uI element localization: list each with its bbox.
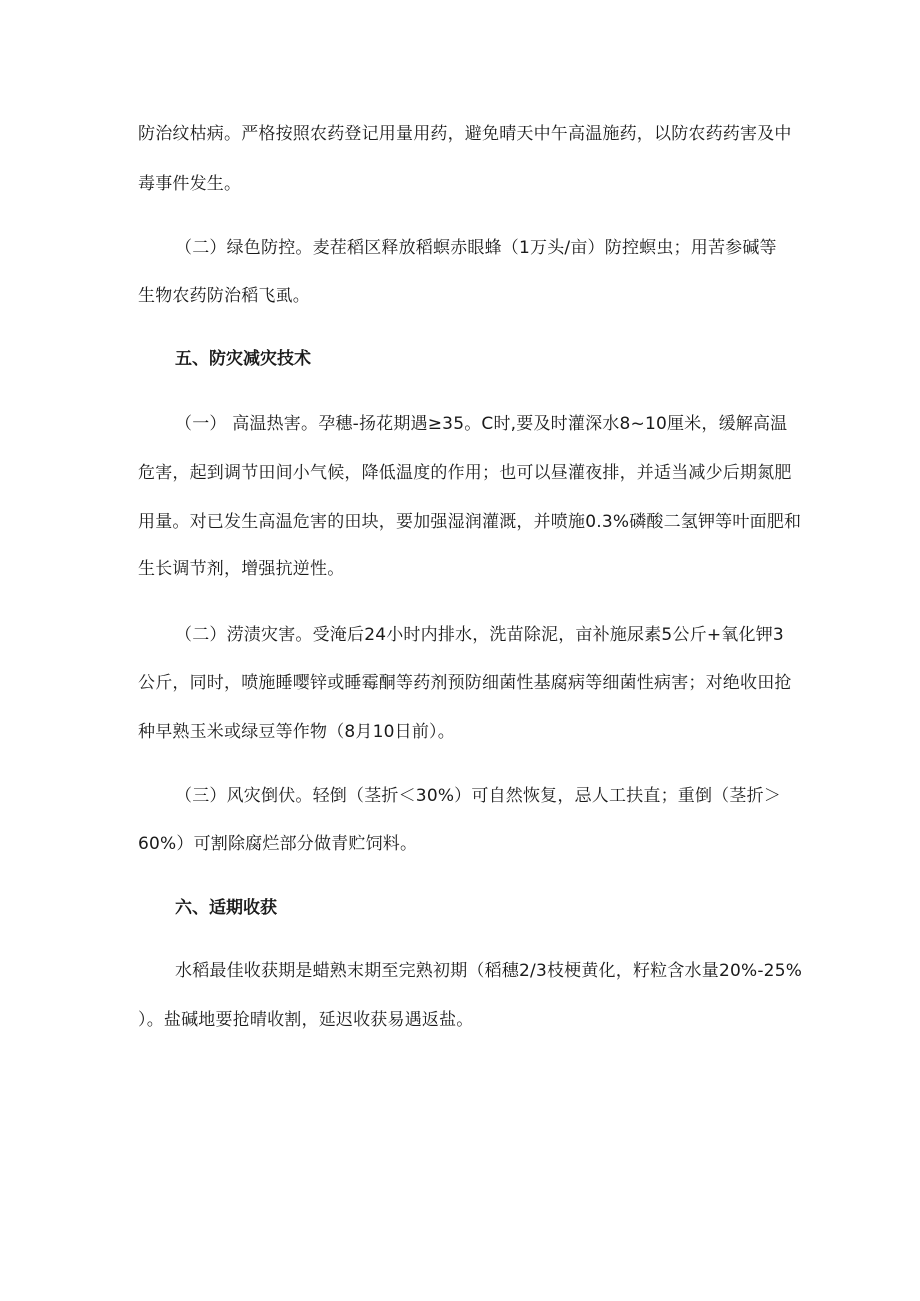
paragraph-green-control-line-2: 生物农药防治稻飞虱。: [138, 286, 310, 306]
paragraph-harvest-line-1: 水稻最佳收获期是蜡熟末期至完熟初期（稻穗2/3枝梗黄化，籽粒含水量20%-25%: [175, 961, 803, 981]
section-heading-disaster-prevention: 五、防灾减灾技术: [175, 349, 311, 369]
paragraph-green-control-line-1: （二）绿色防控。麦茬稻区释放稻螟赤眼蜂（1万头/亩）防控螟虫；用苦参碱等: [175, 238, 777, 258]
section-heading-harvest: 六、适期收获: [175, 898, 277, 918]
paragraph-flood-line-1: （二）涝渍灾害。受淹后24小时内排水，洗苗除泥，亩补施尿素5公斤+氧化钾3: [175, 625, 784, 645]
paragraph-heat-line-3: 用量。对已发生高温危害的田块，要加强湿润灌溉，并喷施0.3%磷酸二氢钾等叶面肥和: [138, 512, 802, 532]
paragraph-pesticide-line-1: 防治纹枯病。严格按照农药登记用量用药，避免晴天中午高温施药，以防农药药害及中: [138, 124, 792, 144]
paragraph-harvest-line-2: ）。盐碱地要抢晴收割，延迟收获易遇返盐。: [138, 1010, 474, 1030]
paragraph-wind-line-2: 60%）可割除腐烂部分做青贮饲料。: [138, 834, 418, 854]
paragraph-flood-line-3: 种早熟玉米或绿豆等作物（8月10日前）。: [138, 722, 455, 742]
paragraph-flood-line-2: 公斤，同时，喷施睡嘤锌或睡霉酮等药剂预防细菌性基腐病等细菌性病害；对绝收田抢: [138, 673, 792, 693]
paragraph-wind-line-1: （三）风灾倒伏。轻倒（茎折＜30%）可自然恢复，忌人工扶直；重倒（茎折＞: [175, 786, 781, 806]
paragraph-heat-line-1: （一） 高温热害。孕穗-扬花期遇≥35。C时,要及时灌深水8~10厘米，缓解高温: [175, 414, 788, 434]
paragraph-heat-line-4: 生长调节剂，增强抗逆性。: [138, 559, 345, 579]
paragraph-pesticide-line-2: 毒事件发生。: [138, 174, 242, 194]
paragraph-heat-line-2: 危害，起到调节田间小气候，降低温度的作用；也可以昼灌夜排，并适当减少后期氮肥: [138, 463, 792, 483]
